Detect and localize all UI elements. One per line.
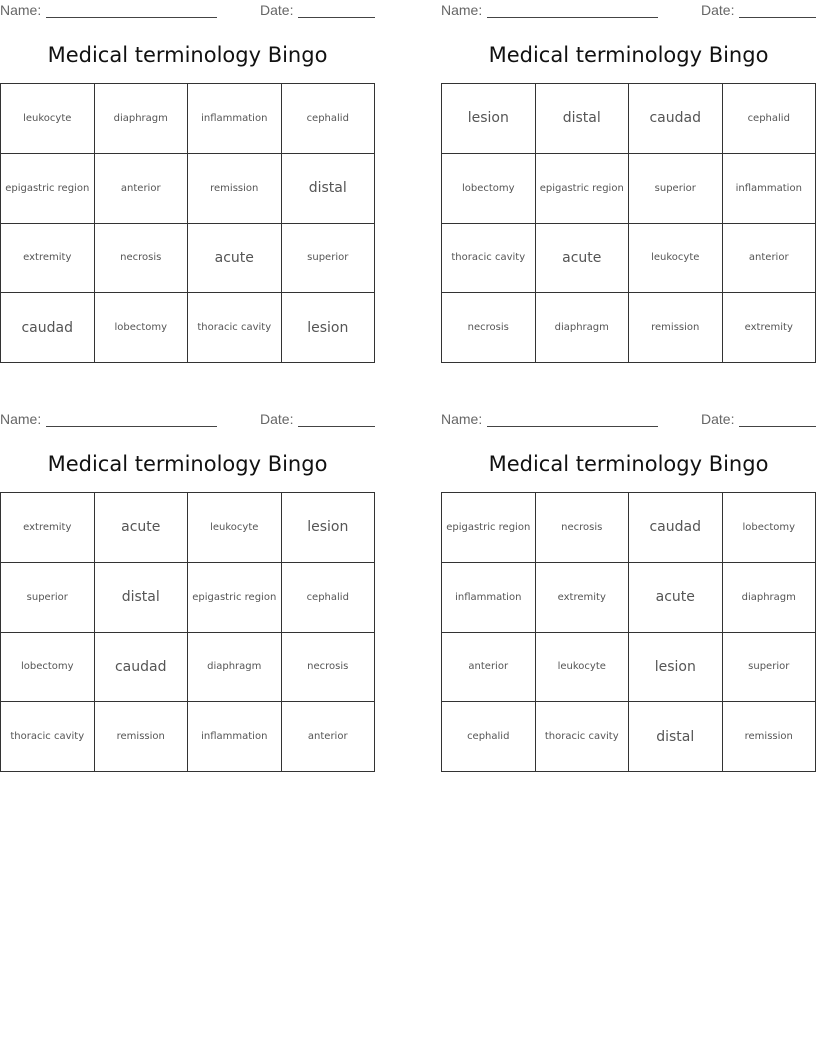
bingo-card-3 xyxy=(0,409,375,743)
bingo-cell: remission xyxy=(95,702,189,772)
bingo-cell: inflammation xyxy=(723,154,816,224)
bingo-cell: remission xyxy=(188,154,282,224)
name-blank xyxy=(46,426,217,427)
bingo-cell: diaphragm xyxy=(723,563,816,633)
bingo-cell: necrosis xyxy=(536,493,630,563)
date-blank xyxy=(298,426,375,427)
bingo-cell: anterior xyxy=(442,633,536,703)
bingo-cell: remission xyxy=(629,293,723,363)
bingo-cell: acute xyxy=(95,493,189,563)
date-blank xyxy=(739,17,816,18)
bingo-card-2 xyxy=(441,0,816,334)
card-title: Medical terminology Bingo xyxy=(488,452,769,476)
bingo-cell: leukocyte xyxy=(1,84,95,154)
name-date-line xyxy=(441,411,816,429)
bingo-cell: superior xyxy=(282,224,376,294)
bingo-cell: remission xyxy=(723,702,816,772)
date-blank xyxy=(298,17,375,18)
bingo-cell: lobectomy xyxy=(723,493,816,563)
date-blank xyxy=(739,426,816,427)
bingo-cell: cephalid xyxy=(282,563,376,633)
bingo-cell: caudad xyxy=(629,84,723,154)
bingo-cell: superior xyxy=(723,633,816,703)
bingo-cell: thoracic cavity xyxy=(188,293,282,363)
name-blank xyxy=(46,17,217,18)
bingo-cell: inflammation xyxy=(442,563,536,633)
bingo-cell: thoracic cavity xyxy=(442,224,536,294)
bingo-cell: inflammation xyxy=(188,84,282,154)
bingo-cell: extremity xyxy=(1,493,95,563)
bingo-cell: caudad xyxy=(1,293,95,363)
bingo-cell: cephalid xyxy=(282,84,376,154)
bingo-grid xyxy=(0,492,375,772)
bingo-cell: epigastric region xyxy=(188,563,282,633)
bingo-cell: distal xyxy=(95,563,189,633)
bingo-grid xyxy=(441,492,816,772)
name-date-line xyxy=(0,2,375,20)
bingo-cell: diaphragm xyxy=(95,84,189,154)
bingo-cell: caudad xyxy=(95,633,189,703)
bingo-cell: lesion xyxy=(442,84,536,154)
bingo-cell: anterior xyxy=(723,224,816,294)
bingo-cell: leukocyte xyxy=(536,633,630,703)
bingo-cell: necrosis xyxy=(442,293,536,363)
bingo-cell: leukocyte xyxy=(629,224,723,294)
bingo-cell: diaphragm xyxy=(536,293,630,363)
bingo-cell: superior xyxy=(1,563,95,633)
name-blank xyxy=(487,426,658,427)
bingo-cell: distal xyxy=(629,702,723,772)
bingo-cell: thoracic cavity xyxy=(536,702,630,772)
bingo-cell: distal xyxy=(282,154,376,224)
bingo-cell: epigastric region xyxy=(536,154,630,224)
bingo-cell: acute xyxy=(536,224,630,294)
card-title: Medical terminology Bingo xyxy=(47,452,328,476)
bingo-cell: anterior xyxy=(282,702,376,772)
bingo-cell: caudad xyxy=(629,493,723,563)
bingo-cell: lesion xyxy=(629,633,723,703)
bingo-cell: diaphragm xyxy=(188,633,282,703)
name-date-line xyxy=(441,2,816,20)
bingo-cell: thoracic cavity xyxy=(1,702,95,772)
name-label: Name: xyxy=(441,2,483,18)
date-label: Date: xyxy=(260,411,294,427)
bingo-card-1 xyxy=(0,0,375,336)
bingo-cell: epigastric region xyxy=(442,493,536,563)
bingo-cell: necrosis xyxy=(95,224,189,294)
bingo-cell: lesion xyxy=(282,493,376,563)
bingo-card-4 xyxy=(441,409,816,745)
bingo-cell: extremity xyxy=(1,224,95,294)
bingo-cell: lobectomy xyxy=(442,154,536,224)
bingo-cell: cephalid xyxy=(723,84,816,154)
bingo-cell: cephalid xyxy=(442,702,536,772)
name-label: Name: xyxy=(441,411,483,427)
date-label: Date: xyxy=(260,2,294,18)
bingo-cell: superior xyxy=(629,154,723,224)
bingo-cell: anterior xyxy=(95,154,189,224)
date-label: Date: xyxy=(701,2,735,18)
name-date-line xyxy=(0,411,375,429)
bingo-cell: inflammation xyxy=(188,702,282,772)
bingo-cell: extremity xyxy=(536,563,630,633)
card-title: Medical terminology Bingo xyxy=(47,43,328,67)
bingo-cell: acute xyxy=(188,224,282,294)
date-label: Date: xyxy=(701,411,735,427)
card-title: Medical terminology Bingo xyxy=(488,43,769,67)
bingo-cell: leukocyte xyxy=(188,493,282,563)
name-label: Name: xyxy=(0,2,42,18)
bingo-grid xyxy=(0,83,375,363)
name-blank xyxy=(487,17,658,18)
bingo-cell: extremity xyxy=(723,293,816,363)
bingo-cell: acute xyxy=(629,563,723,633)
bingo-cell: distal xyxy=(536,84,630,154)
bingo-cell: lesion xyxy=(282,293,376,363)
name-label: Name: xyxy=(0,411,42,427)
bingo-cell: necrosis xyxy=(282,633,376,703)
bingo-cell: lobectomy xyxy=(1,633,95,703)
bingo-cell: epigastric region xyxy=(1,154,95,224)
bingo-cell: lobectomy xyxy=(95,293,189,363)
bingo-grid xyxy=(441,83,816,363)
